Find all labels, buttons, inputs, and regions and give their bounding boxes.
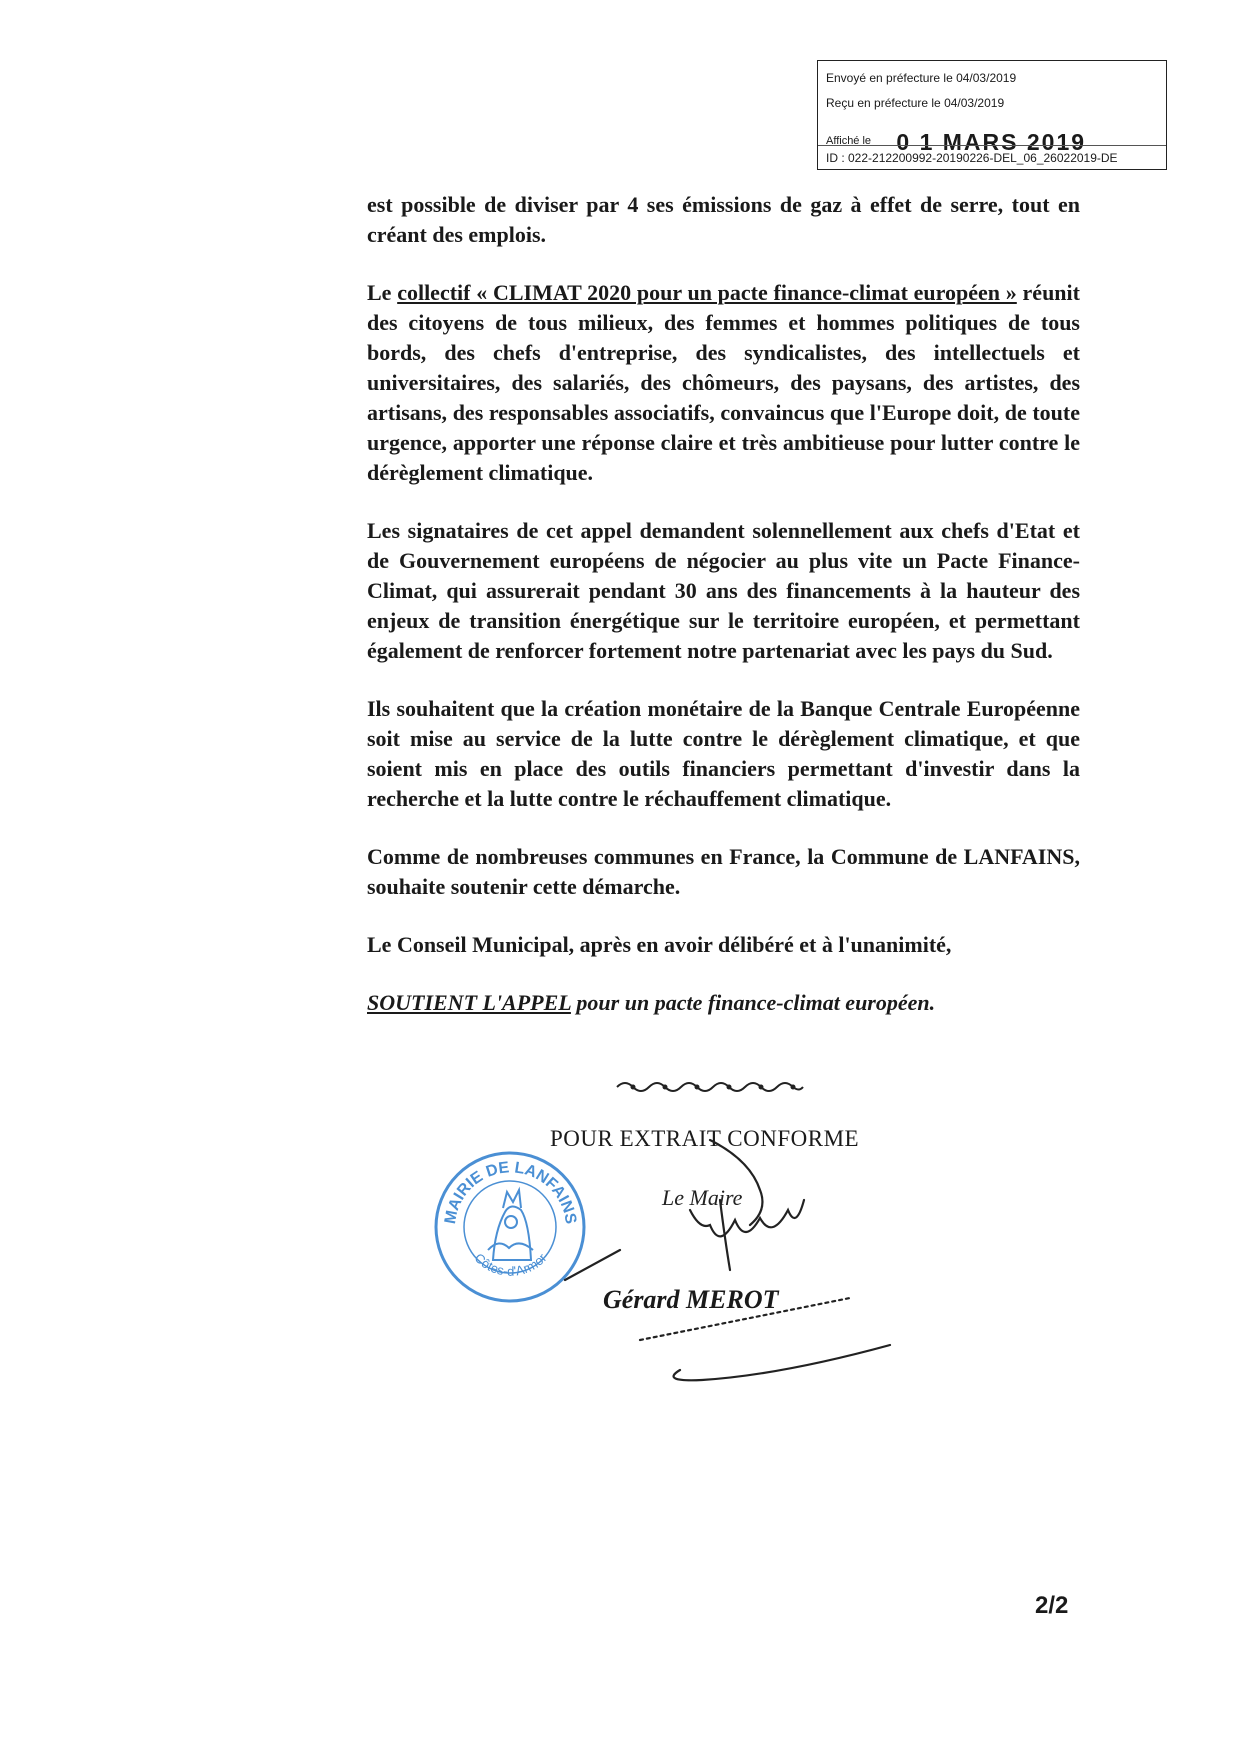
paragraph-2-prefix: Le [367,280,398,305]
signatory-role: Le Maire [662,1185,743,1210]
stamp-divider [818,145,1166,146]
extrait-conforme: POUR EXTRAIT CONFORME [550,1126,860,1151]
mayor-name: Gérard MEROT [603,1285,779,1314]
paragraph-5: Comme de nombreuses communes en France, la Commune de LANFAINS, souhaite soutenir cette démarche. [367,844,1080,899]
paragraph-3: Les signataires de cet appel demandent solennellement aux chefs d'Etat et de Gouvernement européens de négocier au plus vite un Pacte Finance-Climat, qui assurerait pendant 30 ans des financements à la hauteur des enjeux de transition énergétique sur le territoire européen, et permettant également de renforcer fortement notre partenariat avec les pays du Sud. [367,518,1080,663]
seal-text-top: MAIRIE DE LANFAINS [441,1159,579,1226]
stamp-affiche-date: 0 1 MARS 2019 [896,129,1087,155]
paragraph-2 [367,278,1080,488]
prefecture-stamp [817,60,1167,170]
paragraph-6: Le Conseil Municipal, après en avoir délibéré et à l'unanimité, [367,932,952,957]
soutient-appel: SOUTIENT L'APPEL [367,990,571,1015]
decision-paragraph [367,988,1080,1018]
decision-rest: pour un pacte finance-climat européen. [570,990,936,1015]
stamp-id: ID : 022-212200992-20190226-DEL_06_26022019-DE [826,151,1118,165]
svg-text:Côtes-d'Armor [471,1250,549,1279]
stamp-envoye: Envoyé en préfecture le 04/03/2019 [826,71,1017,85]
stamp-affiche-label: Affiché le [826,135,872,147]
paragraph-2-rest: réunit des citoyens de tous milieux, des femmes et hommes politiques de tous bords, des chefs d'entreprise, des syndicalistes, des intellectuels et universitaires, des salariés, des chômeurs, des paysans, des artistes, des artisans, des responsables associatifs, convaincus que l'Europe doit, de toute urgence, apporter une réponse claire et très ambitieuse pour lutter contre le dérèglement climatique. [367,280,1080,485]
document-body [367,190,1080,1046]
mayor-signature-icon [560,1130,940,1390]
paragraph-1: est possible de diviser par 4 ses émissions de gaz à effet de serre, tout en créant des emplois. [367,192,1080,247]
paragraph-4: Ils souhaitent que la création monétaire de la Banque Centrale Européenne soit mise au service de la lutte contre le dérèglement climatique, et que soient mis en place des outils financiers permettant d'investir dans la recherche et la lutte contre le réchauffement climatique. [367,696,1080,811]
stamp-recu: Reçu en préfecture le 04/03/2019 [826,96,1005,110]
collectif-title: collectif « CLIMAT 2020 pour un pacte finance-climat européen » [397,280,1017,305]
ornament-divider-icon [615,1077,805,1097]
seal-text-bottom: Côtes-d'Armor [471,1250,550,1279]
page-number: 2/2 [1035,1592,1069,1619]
